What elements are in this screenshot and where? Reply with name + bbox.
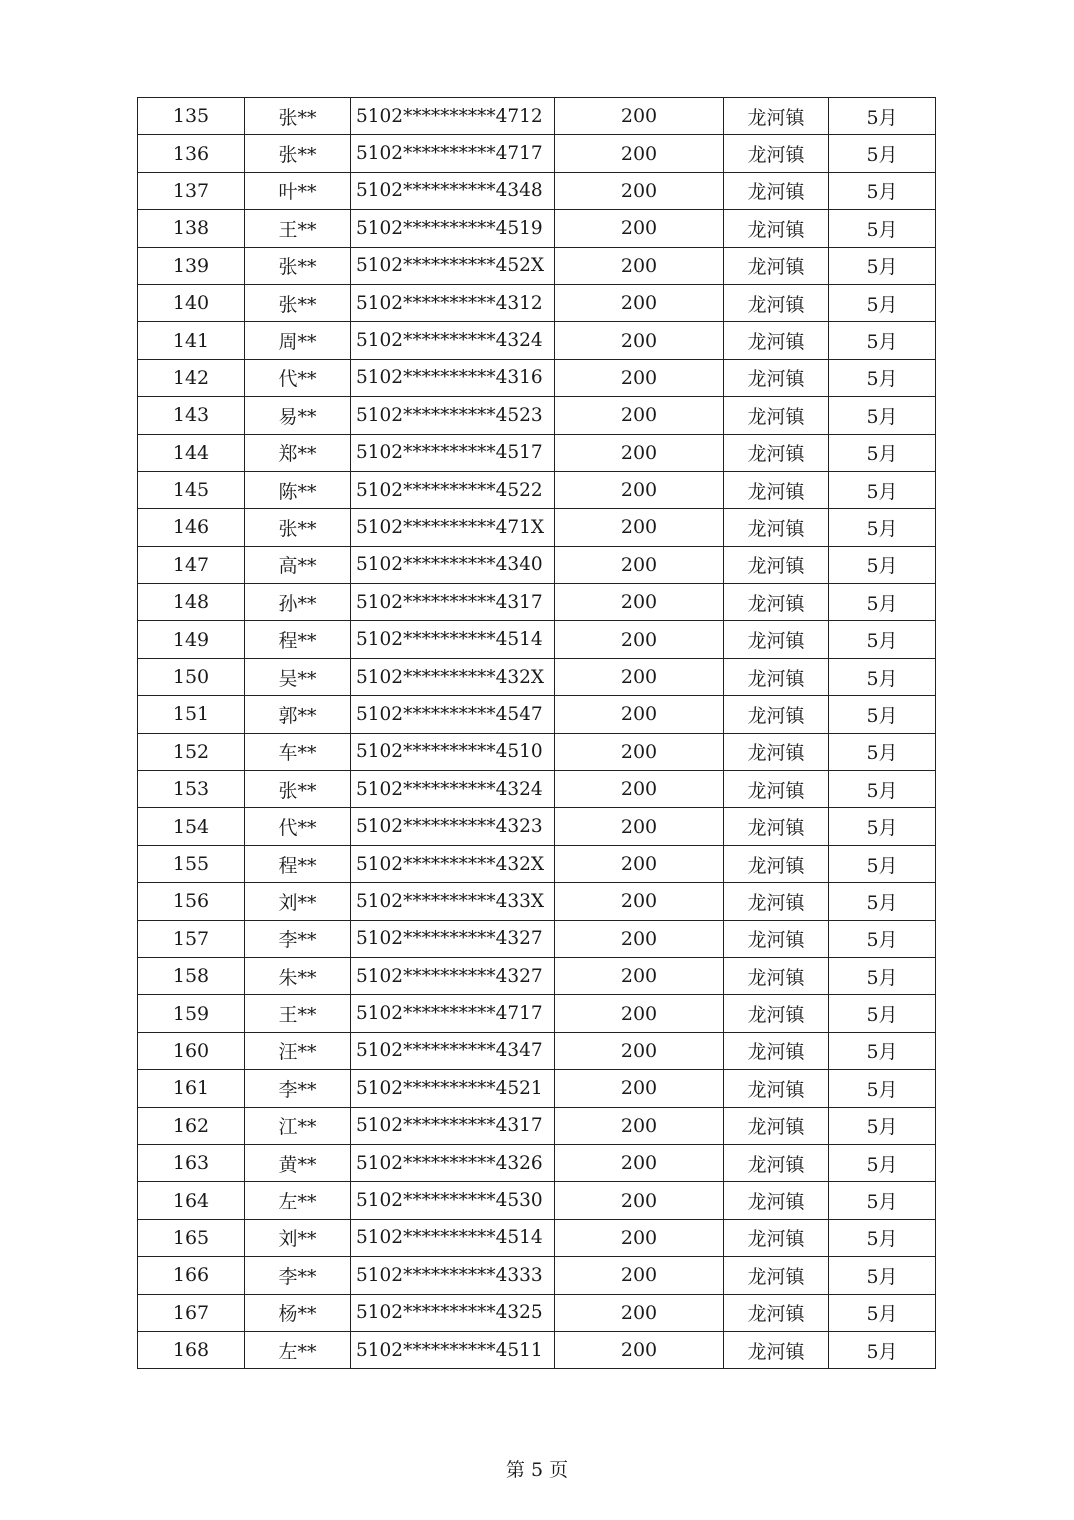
cell-month: 5月 — [829, 434, 936, 471]
cell-name: 左** — [245, 1182, 351, 1219]
table-row — [138, 322, 936, 359]
cell-id-number: 5102**********4522 — [351, 471, 555, 508]
cell-id-number: 5102**********4510 — [351, 733, 555, 770]
cell-id-number: 5102**********4327 — [351, 957, 555, 994]
table-row — [138, 696, 936, 733]
cell-name: 叶** — [245, 172, 351, 209]
cell-id-number: 5102**********4530 — [351, 1182, 555, 1219]
cell-month: 5月 — [829, 1331, 936, 1368]
cell-month: 5月 — [829, 509, 936, 546]
cell-serial-number: 163 — [138, 1144, 245, 1181]
cell-town: 龙河镇 — [724, 434, 829, 471]
cell-serial-number: 159 — [138, 995, 245, 1032]
cell-name: 吴** — [245, 658, 351, 695]
cell-id-number: 5102**********4521 — [351, 1070, 555, 1107]
cell-month: 5月 — [829, 584, 936, 621]
cell-town: 龙河镇 — [724, 1331, 829, 1368]
cell-name: 代** — [245, 808, 351, 845]
cell-town: 龙河镇 — [724, 771, 829, 808]
table-row — [138, 98, 936, 135]
cell-name: 郭** — [245, 696, 351, 733]
cell-month: 5月 — [829, 771, 936, 808]
cell-town: 龙河镇 — [724, 1107, 829, 1144]
cell-month: 5月 — [829, 1032, 936, 1069]
cell-town: 龙河镇 — [724, 546, 829, 583]
cell-serial-number: 166 — [138, 1257, 245, 1294]
cell-town: 龙河镇 — [724, 1032, 829, 1069]
table-row — [138, 1070, 936, 1107]
page-number: 第 5 页 — [505, 1459, 569, 1481]
cell-amount: 200 — [555, 1257, 724, 1294]
table-row — [138, 471, 936, 508]
cell-amount: 200 — [555, 845, 724, 882]
table-row — [138, 658, 936, 695]
cell-town: 龙河镇 — [724, 1294, 829, 1331]
cell-id-number: 5102**********4327 — [351, 920, 555, 957]
cell-name: 张** — [245, 247, 351, 284]
cell-town: 龙河镇 — [724, 210, 829, 247]
cell-amount: 200 — [555, 546, 724, 583]
cell-town: 龙河镇 — [724, 509, 829, 546]
cell-town: 龙河镇 — [724, 98, 829, 135]
cell-amount: 200 — [555, 284, 724, 321]
table-row — [138, 546, 936, 583]
cell-serial-number: 142 — [138, 359, 245, 396]
cell-id-number: 5102**********4547 — [351, 696, 555, 733]
cell-serial-number: 137 — [138, 172, 245, 209]
cell-name: 汪** — [245, 1032, 351, 1069]
cell-id-number: 5102**********4514 — [351, 1219, 555, 1256]
cell-town: 龙河镇 — [724, 621, 829, 658]
cell-id-number: 5102**********4324 — [351, 322, 555, 359]
cell-name: 左** — [245, 1331, 351, 1368]
cell-name: 杨** — [245, 1294, 351, 1331]
cell-id-number: 5102**********4717 — [351, 995, 555, 1032]
cell-serial-number: 136 — [138, 135, 245, 172]
cell-id-number: 5102**********432X — [351, 845, 555, 882]
table-row — [138, 135, 936, 172]
cell-month: 5月 — [829, 359, 936, 396]
cell-month: 5月 — [829, 957, 936, 994]
cell-amount: 200 — [555, 359, 724, 396]
cell-id-number: 5102**********4340 — [351, 546, 555, 583]
cell-amount: 200 — [555, 957, 724, 994]
cell-serial-number: 138 — [138, 210, 245, 247]
cell-name: 江** — [245, 1107, 351, 1144]
cell-name: 张** — [245, 771, 351, 808]
table-row — [138, 1144, 936, 1181]
cell-amount: 200 — [555, 471, 724, 508]
table-row — [138, 995, 936, 1032]
table-row — [138, 509, 936, 546]
cell-amount: 200 — [555, 322, 724, 359]
cell-id-number: 5102**********4323 — [351, 808, 555, 845]
cell-town: 龙河镇 — [724, 658, 829, 695]
cell-town: 龙河镇 — [724, 957, 829, 994]
cell-town: 龙河镇 — [724, 696, 829, 733]
cell-amount: 200 — [555, 584, 724, 621]
cell-town: 龙河镇 — [724, 883, 829, 920]
cell-name: 张** — [245, 284, 351, 321]
cell-amount: 200 — [555, 733, 724, 770]
cell-id-number: 5102**********4317 — [351, 1107, 555, 1144]
cell-name: 张** — [245, 135, 351, 172]
cell-name: 郑** — [245, 434, 351, 471]
cell-name: 张** — [245, 509, 351, 546]
cell-month: 5月 — [829, 845, 936, 882]
cell-serial-number: 151 — [138, 696, 245, 733]
cell-month: 5月 — [829, 322, 936, 359]
cell-name: 陈** — [245, 471, 351, 508]
cell-month: 5月 — [829, 1182, 936, 1219]
cell-serial-number: 141 — [138, 322, 245, 359]
cell-town: 龙河镇 — [724, 1257, 829, 1294]
cell-amount: 200 — [555, 509, 724, 546]
cell-id-number: 5102**********4312 — [351, 284, 555, 321]
cell-serial-number: 143 — [138, 397, 245, 434]
table-row — [138, 359, 936, 396]
table-row — [138, 1032, 936, 1069]
cell-serial-number: 148 — [138, 584, 245, 621]
cell-serial-number: 160 — [138, 1032, 245, 1069]
cell-name: 李** — [245, 1257, 351, 1294]
cell-serial-number: 165 — [138, 1219, 245, 1256]
cell-name: 李** — [245, 920, 351, 957]
cell-serial-number: 168 — [138, 1331, 245, 1368]
table-row — [138, 883, 936, 920]
table-row — [138, 397, 936, 434]
cell-town: 龙河镇 — [724, 1144, 829, 1181]
cell-amount: 200 — [555, 995, 724, 1032]
table-row — [138, 920, 936, 957]
cell-name: 李** — [245, 1070, 351, 1107]
cell-month: 5月 — [829, 1257, 936, 1294]
table-row — [138, 1331, 936, 1368]
cell-amount: 200 — [555, 696, 724, 733]
cell-serial-number: 144 — [138, 434, 245, 471]
table-row — [138, 172, 936, 209]
cell-id-number: 5102**********4347 — [351, 1032, 555, 1069]
cell-town: 龙河镇 — [724, 733, 829, 770]
cell-serial-number: 164 — [138, 1182, 245, 1219]
cell-name: 孙** — [245, 584, 351, 621]
cell-name: 张** — [245, 98, 351, 135]
roster-table — [137, 97, 936, 1369]
cell-name: 易** — [245, 397, 351, 434]
cell-serial-number: 156 — [138, 883, 245, 920]
cell-id-number: 5102**********4523 — [351, 397, 555, 434]
cell-name: 程** — [245, 621, 351, 658]
table-row — [138, 1219, 936, 1256]
cell-town: 龙河镇 — [724, 995, 829, 1032]
cell-amount: 200 — [555, 658, 724, 695]
cell-month: 5月 — [829, 808, 936, 845]
cell-amount: 200 — [555, 1331, 724, 1368]
table-row — [138, 808, 936, 845]
cell-month: 5月 — [829, 658, 936, 695]
cell-month: 5月 — [829, 210, 936, 247]
cell-town: 龙河镇 — [724, 584, 829, 621]
cell-serial-number: 140 — [138, 284, 245, 321]
cell-amount: 200 — [555, 135, 724, 172]
table-row — [138, 284, 936, 321]
cell-town: 龙河镇 — [724, 172, 829, 209]
cell-month: 5月 — [829, 1294, 936, 1331]
cell-id-number: 5102**********452X — [351, 247, 555, 284]
cell-serial-number: 161 — [138, 1070, 245, 1107]
cell-serial-number: 135 — [138, 98, 245, 135]
cell-id-number: 5102**********4717 — [351, 135, 555, 172]
cell-amount: 200 — [555, 1182, 724, 1219]
cell-town: 龙河镇 — [724, 808, 829, 845]
cell-month: 5月 — [829, 546, 936, 583]
cell-serial-number: 149 — [138, 621, 245, 658]
table-row — [138, 1182, 936, 1219]
cell-month: 5月 — [829, 172, 936, 209]
cell-month: 5月 — [829, 1070, 936, 1107]
cell-serial-number: 150 — [138, 658, 245, 695]
cell-id-number: 5102**********471X — [351, 509, 555, 546]
cell-amount: 200 — [555, 920, 724, 957]
cell-name: 高** — [245, 546, 351, 583]
cell-id-number: 5102**********433X — [351, 883, 555, 920]
cell-month: 5月 — [829, 1219, 936, 1256]
cell-id-number: 5102**********4519 — [351, 210, 555, 247]
cell-serial-number: 147 — [138, 546, 245, 583]
cell-month: 5月 — [829, 1144, 936, 1181]
cell-town: 龙河镇 — [724, 322, 829, 359]
cell-month: 5月 — [829, 696, 936, 733]
cell-name: 王** — [245, 995, 351, 1032]
cell-town: 龙河镇 — [724, 359, 829, 396]
cell-serial-number: 167 — [138, 1294, 245, 1331]
cell-id-number: 5102**********4325 — [351, 1294, 555, 1331]
cell-town: 龙河镇 — [724, 1219, 829, 1256]
cell-amount: 200 — [555, 1032, 724, 1069]
cell-id-number: 5102**********4333 — [351, 1257, 555, 1294]
cell-name: 朱** — [245, 957, 351, 994]
cell-name: 程** — [245, 845, 351, 882]
cell-town: 龙河镇 — [724, 135, 829, 172]
cell-id-number: 5102**********4712 — [351, 98, 555, 135]
cell-town: 龙河镇 — [724, 471, 829, 508]
table-row — [138, 1294, 936, 1331]
cell-name: 刘** — [245, 883, 351, 920]
table-row — [138, 1257, 936, 1294]
cell-name: 刘** — [245, 1219, 351, 1256]
cell-town: 龙河镇 — [724, 1182, 829, 1219]
cell-name: 周** — [245, 322, 351, 359]
cell-month: 5月 — [829, 397, 936, 434]
cell-id-number: 5102**********4511 — [351, 1331, 555, 1368]
cell-serial-number: 155 — [138, 845, 245, 882]
cell-town: 龙河镇 — [724, 920, 829, 957]
table-row — [138, 733, 936, 770]
cell-serial-number: 152 — [138, 733, 245, 770]
cell-serial-number: 139 — [138, 247, 245, 284]
cell-amount: 200 — [555, 1219, 724, 1256]
cell-id-number: 5102**********4316 — [351, 359, 555, 396]
table-row — [138, 845, 936, 882]
cell-amount: 200 — [555, 98, 724, 135]
cell-serial-number: 154 — [138, 808, 245, 845]
cell-month: 5月 — [829, 247, 936, 284]
table-row — [138, 584, 936, 621]
cell-month: 5月 — [829, 995, 936, 1032]
cell-amount: 200 — [555, 1070, 724, 1107]
cell-month: 5月 — [829, 621, 936, 658]
table-row — [138, 771, 936, 808]
cell-amount: 200 — [555, 247, 724, 284]
cell-amount: 200 — [555, 434, 724, 471]
cell-id-number: 5102**********4348 — [351, 172, 555, 209]
cell-amount: 200 — [555, 1294, 724, 1331]
cell-month: 5月 — [829, 920, 936, 957]
cell-id-number: 5102**********4324 — [351, 771, 555, 808]
cell-town: 龙河镇 — [724, 1070, 829, 1107]
cell-id-number: 5102**********4326 — [351, 1144, 555, 1181]
cell-amount: 200 — [555, 210, 724, 247]
cell-month: 5月 — [829, 98, 936, 135]
cell-amount: 200 — [555, 621, 724, 658]
cell-name: 王** — [245, 210, 351, 247]
cell-serial-number: 153 — [138, 771, 245, 808]
cell-town: 龙河镇 — [724, 845, 829, 882]
cell-amount: 200 — [555, 1144, 724, 1181]
cell-name: 黄** — [245, 1144, 351, 1181]
cell-amount: 200 — [555, 883, 724, 920]
cell-amount: 200 — [555, 172, 724, 209]
cell-month: 5月 — [829, 471, 936, 508]
cell-month: 5月 — [829, 135, 936, 172]
cell-serial-number: 146 — [138, 509, 245, 546]
cell-serial-number: 158 — [138, 957, 245, 994]
roster-table-body — [138, 98, 936, 1369]
cell-town: 龙河镇 — [724, 247, 829, 284]
table-row — [138, 210, 936, 247]
table-row — [138, 247, 936, 284]
cell-id-number: 5102**********4517 — [351, 434, 555, 471]
cell-id-number: 5102**********4514 — [351, 621, 555, 658]
cell-amount: 200 — [555, 771, 724, 808]
cell-town: 龙河镇 — [724, 397, 829, 434]
cell-serial-number: 145 — [138, 471, 245, 508]
cell-serial-number: 157 — [138, 920, 245, 957]
cell-amount: 200 — [555, 397, 724, 434]
cell-town: 龙河镇 — [724, 284, 829, 321]
cell-amount: 200 — [555, 808, 724, 845]
table-row — [138, 621, 936, 658]
table-row — [138, 1107, 936, 1144]
cell-serial-number: 162 — [138, 1107, 245, 1144]
cell-id-number: 5102**********432X — [351, 658, 555, 695]
cell-month: 5月 — [829, 284, 936, 321]
cell-amount: 200 — [555, 1107, 724, 1144]
cell-name: 车** — [245, 733, 351, 770]
table-row — [138, 957, 936, 994]
table-row — [138, 434, 936, 471]
cell-id-number: 5102**********4317 — [351, 584, 555, 621]
cell-name: 代** — [245, 359, 351, 396]
cell-month: 5月 — [829, 1107, 936, 1144]
cell-month: 5月 — [829, 883, 936, 920]
cell-month: 5月 — [829, 733, 936, 770]
